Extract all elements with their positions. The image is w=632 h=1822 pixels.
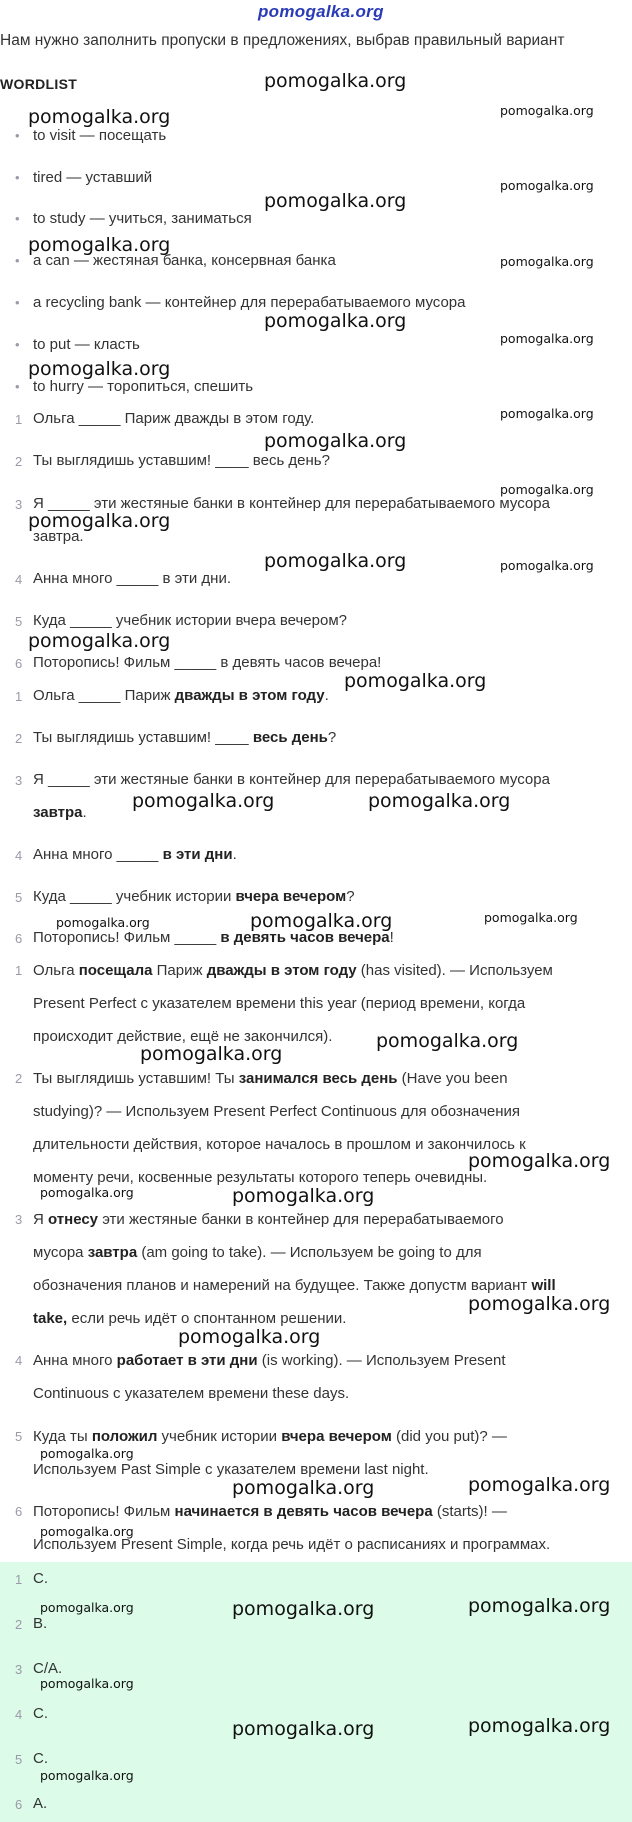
item-number: 2 — [15, 1071, 23, 1086]
item-number: 6 — [15, 931, 23, 946]
item-number: 4 — [15, 572, 23, 587]
explanation-4 — [15, 1344, 631, 1410]
sentence-text: Я _____ эти жестяные банки в контейнер для перерабатываемого мусора — [33, 495, 550, 512]
watermark: pomogalka.org — [468, 1595, 611, 1617]
watermark: pomogalka.org — [264, 550, 407, 572]
wordlist-item-text: a can — жестяная банка, консервная банка — [33, 252, 336, 269]
watermark: pomogalka.org — [140, 1043, 283, 1065]
text: Париж — [152, 962, 207, 979]
text: если речь идёт о спонтанном решении. — [67, 1310, 347, 1327]
watermark: pomogalka.org — [28, 106, 171, 128]
text: учебник истории — [157, 1428, 282, 1445]
time-marker: завтра — [33, 804, 83, 821]
item-number: 1 — [15, 1572, 23, 1587]
wordlist-item-text: to visit — посещать — [33, 127, 167, 144]
watermark: pomogalka.org — [468, 1474, 611, 1496]
answer-item — [15, 1750, 48, 1767]
watermark: pomogalka.org — [368, 790, 511, 812]
wordlist-item-text: a recycling bank — контейнер для перерабатываемого мусора — [33, 294, 466, 311]
exercise-sentence — [15, 452, 330, 469]
watermark: pomogalka.org — [232, 1185, 375, 1207]
alt-answer: take, — [33, 1310, 68, 1327]
sentence-text: Куда _____ учебник истории вчера вечером? — [33, 612, 347, 629]
sentence-continuation: завтра. — [33, 528, 84, 545]
time-marker: дважды в этом году — [174, 687, 325, 704]
wordlist-heading: WORDLIST — [0, 76, 78, 92]
answer-verb: начинается в девять часов вечера — [174, 1503, 433, 1520]
watermark: pomogalka.org — [264, 310, 407, 332]
time-marker: дважды в этом году — [206, 962, 357, 979]
watermark: pomogalka.org — [56, 915, 150, 930]
text: эти жестяные банки в контейнер для перерабатываемого — [98, 1211, 504, 1228]
wordlist-item-text: tired — уставший — [33, 169, 153, 186]
sentence-text: Ты выглядишь уставшим! ____ весь день? — [33, 452, 330, 469]
item-number: 1 — [15, 963, 23, 978]
sentence-text: Анна много _____ в эти дни. — [33, 570, 232, 587]
sentence-end: . — [82, 804, 87, 821]
item-number: 4 — [15, 1707, 23, 1722]
answer-value: C/A. — [33, 1660, 63, 1677]
text: Поторопись! Фильм — [33, 1503, 175, 1520]
text: мусора — [33, 1244, 88, 1261]
marked-sentence — [15, 729, 337, 746]
sentence-text: Ты выглядишь уставшим! ____ — [33, 729, 253, 746]
watermark: pomogalka.org — [468, 1715, 611, 1737]
answer-verb: работает в эти дни — [116, 1352, 258, 1369]
item-number: 6 — [15, 1504, 23, 1519]
text: (starts)! — — [432, 1503, 507, 1520]
bullet-icon: • — [15, 253, 20, 268]
watermark: pomogalka.org — [28, 630, 171, 652]
text-line: Используем Past Simple с указателем времени last night. — [33, 1461, 429, 1478]
text: обозначения планов и намерений на будущее. Также допустм вариант — [33, 1277, 532, 1294]
watermark: pomogalka.org — [500, 482, 594, 497]
watermark: pomogalka.org — [40, 1185, 134, 1200]
item-number: 3 — [15, 773, 23, 788]
text: (is working). — Используем Present — [257, 1352, 506, 1369]
watermark: pomogalka.org — [40, 1524, 134, 1539]
watermark: pomogalka.org — [28, 510, 171, 532]
watermark: pomogalka.org — [178, 1326, 321, 1348]
item-number: 6 — [15, 656, 23, 671]
watermark: pomogalka.org — [468, 1150, 611, 1172]
marked-sentence — [15, 687, 329, 704]
watermark: pomogalka.org — [264, 70, 407, 92]
watermark: pomogalka.org — [264, 190, 407, 212]
wordlist-item — [15, 378, 254, 395]
watermark: pomogalka.org — [484, 910, 578, 925]
sentence-text: Анна много _____ — [33, 846, 163, 863]
watermark: pomogalka.org — [250, 910, 393, 932]
answer-value: C. — [33, 1750, 48, 1767]
watermark: pomogalka.org — [264, 430, 407, 452]
wordlist-item — [15, 210, 252, 227]
wordlist-item — [15, 336, 140, 353]
time-marker: в девять часов вечера — [220, 929, 390, 946]
sentence-text: Поторопись! Фильм _____ — [33, 929, 221, 946]
sentence-text: Ольга _____ Париж — [33, 687, 175, 704]
item-number: 2 — [15, 454, 23, 469]
sentence-end: ! — [389, 929, 394, 946]
text-line: моменту речи, косвенные результаты которого теперь очевидны. — [33, 1169, 488, 1186]
text: Куда ты — [33, 1428, 92, 1445]
text-line: Present Perfect с указателем времени this year (период времени, когда — [33, 995, 526, 1012]
answer-verb: занимался весь день — [238, 1070, 398, 1087]
sentence-text: Я _____ эти жестяные банки в контейнер для перерабатываемого мусора — [33, 771, 550, 788]
wordlist-item — [15, 127, 167, 144]
wordlist-item-text: to hurry — торопиться, спешить — [33, 378, 254, 395]
text-line: Используем Present Simple, когда речь идёт о расписаниях и программах. — [33, 1536, 551, 1553]
item-number: 5 — [15, 1752, 23, 1767]
marked-sentence — [15, 771, 550, 788]
text: Ольга — [33, 962, 79, 979]
answer-value: A. — [33, 1795, 48, 1812]
watermark: pomogalka.org — [28, 358, 171, 380]
answer-item — [15, 1660, 63, 1677]
exercise-sentence — [15, 612, 347, 629]
answer-item — [15, 1795, 48, 1812]
answer-verb: отнесу — [48, 1211, 99, 1228]
item-number: 3 — [15, 497, 23, 512]
item-number: 6 — [15, 1797, 23, 1812]
watermark: pomogalka.org — [40, 1676, 134, 1691]
bullet-icon: • — [15, 128, 20, 143]
text: (did you put)? — — [391, 1428, 507, 1445]
bullet-icon: • — [15, 295, 20, 310]
item-number: 3 — [15, 1212, 23, 1227]
watermark: pomogalka.org — [500, 331, 594, 346]
item-number: 3 — [15, 1662, 23, 1677]
time-marker: вчера вечером — [281, 1428, 392, 1445]
wordlist-item — [15, 169, 153, 186]
answer-item — [15, 1570, 48, 1587]
item-number: 5 — [15, 1429, 23, 1444]
answer-item — [15, 1705, 48, 1722]
bullet-icon: • — [15, 379, 20, 394]
answer-verb: положил — [91, 1428, 158, 1445]
watermark: pomogalka.org — [468, 1293, 611, 1315]
explanation-2 — [15, 1062, 631, 1194]
answer-value: B. — [33, 1615, 48, 1632]
text-line: Continuous с указателем времени these days. — [33, 1385, 350, 1402]
exercise-sentence — [15, 410, 315, 427]
watermark: pomogalka.org — [232, 1718, 375, 1740]
watermark: pomogalka.org — [132, 790, 275, 812]
bullet-icon: • — [15, 211, 20, 226]
text-line: studying)? — Используем Present Perfect Continuous для обозначения — [33, 1103, 521, 1120]
bullet-icon: • — [15, 170, 20, 185]
time-marker: вчера вечером — [235, 888, 347, 905]
watermark: pomogalka.org — [28, 234, 171, 256]
time-marker: в эти дни — [162, 846, 233, 863]
explanation-1 — [15, 954, 631, 1053]
text: Ты выглядишь уставшим! Ты — [33, 1070, 239, 1087]
text: (am going to take). — Используем be going to для — [137, 1244, 482, 1261]
text: (Have you been — [397, 1070, 508, 1087]
text-line: происходит действие, ещё не закончился). — [33, 1028, 333, 1045]
sentence-text: Куда _____ учебник истории — [33, 888, 236, 905]
answer-value: C. — [33, 1570, 48, 1587]
text-line: длительности действия, которое началось в прошлом и закончилось к — [33, 1136, 526, 1153]
marked-sentence — [15, 888, 355, 905]
watermark: pomogalka.org — [500, 178, 594, 193]
time-marker: весь день — [252, 729, 328, 746]
sentence-text: Ольга _____ Париж дважды в этом году. — [33, 410, 315, 427]
watermark: pomogalka.org — [500, 103, 594, 118]
sentence-continuation — [33, 804, 87, 821]
watermark: pomogalka.org — [344, 670, 487, 692]
exercise-sentence — [15, 570, 232, 587]
marked-sentence — [15, 846, 237, 863]
sentence-end: . — [324, 687, 329, 704]
exercise-sentence — [15, 654, 382, 671]
answer-verb: посещала — [78, 962, 153, 979]
item-number: 2 — [15, 1617, 23, 1632]
wordlist-item-text: to put — класть — [33, 336, 140, 353]
watermark: pomogalka.org — [232, 1598, 375, 1620]
item-number: 5 — [15, 614, 23, 629]
item-number: 5 — [15, 890, 23, 905]
item-number: 1 — [15, 689, 23, 704]
item-number: 1 — [15, 412, 23, 427]
sentence-end: ? — [346, 888, 355, 905]
text: Я — [33, 1211, 48, 1228]
item-number: 2 — [15, 731, 23, 746]
time-marker: завтра — [87, 1244, 138, 1261]
watermark: pomogalka.org — [40, 1768, 134, 1783]
wordlist-item — [15, 294, 466, 311]
sentence-text: Поторопись! Фильм _____ в девять часов вечера! — [33, 654, 382, 671]
site-logo[interactable]: pomogalka.org — [258, 2, 384, 21]
sentence-end: . — [232, 846, 237, 863]
watermark: pomogalka.org — [40, 1600, 134, 1615]
wordlist-item-text: to study — учиться, заниматься — [33, 210, 252, 227]
task-intro: Нам нужно заполнить пропуски в предложениях, выбрав правильный вариант — [0, 32, 565, 49]
watermark: pomogalka.org — [232, 1477, 375, 1499]
watermark: pomogalka.org — [500, 254, 594, 269]
item-number: 4 — [15, 1353, 23, 1368]
watermark: pomogalka.org — [500, 406, 594, 421]
answer-item — [15, 1615, 48, 1632]
answer-value: C. — [33, 1705, 48, 1722]
watermark: pomogalka.org — [376, 1030, 519, 1052]
watermark: pomogalka.org — [40, 1446, 134, 1461]
explanation-3 — [15, 1203, 631, 1335]
alt-answer: will — [531, 1277, 556, 1294]
sentence-end: ? — [327, 729, 337, 746]
bullet-icon: • — [15, 337, 20, 352]
text: (has visited). — Используем — [356, 962, 553, 979]
watermark: pomogalka.org — [500, 558, 594, 573]
item-number: 4 — [15, 848, 23, 863]
text: Анна много — [33, 1352, 117, 1369]
